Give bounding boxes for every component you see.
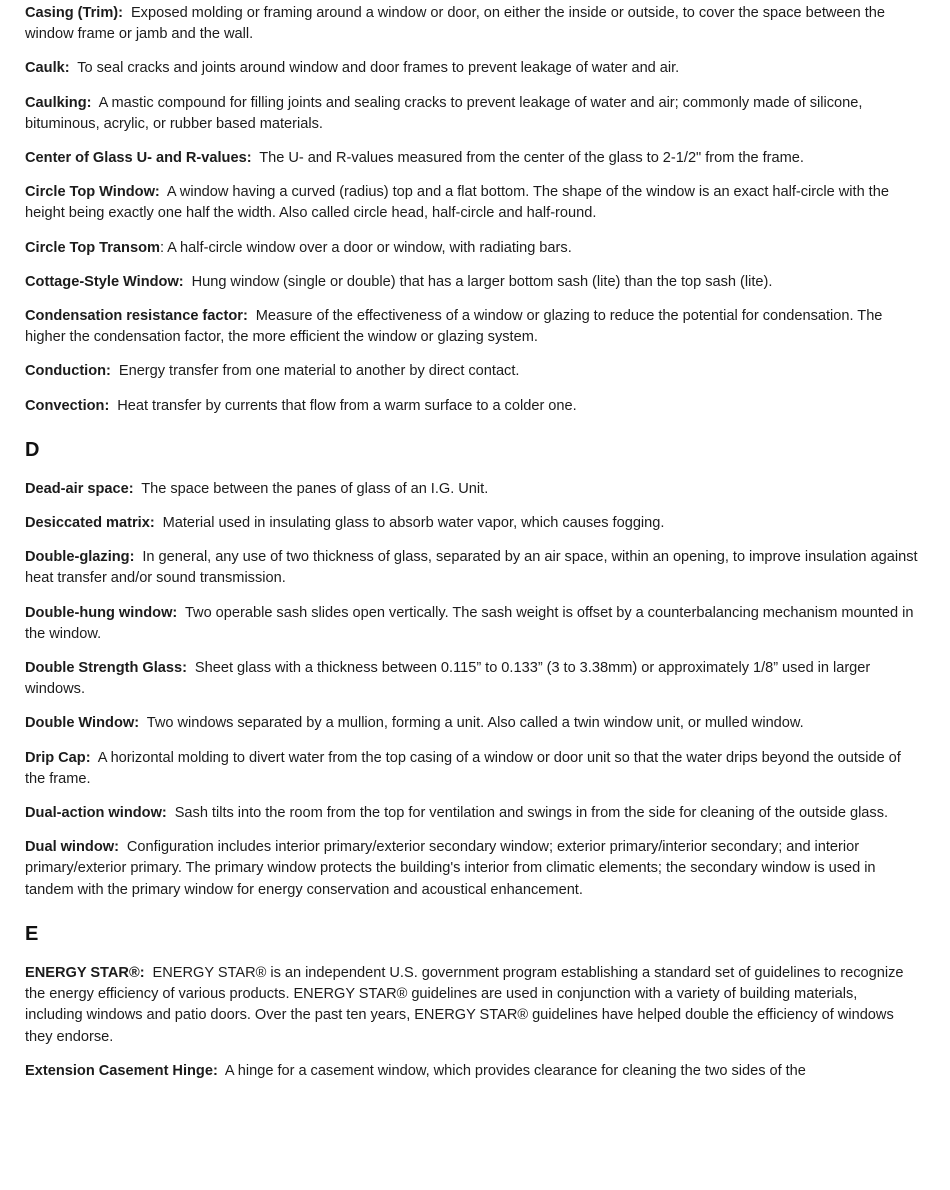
glossary-term: Drip Cap: [25,749,91,766]
glossary-entry [25,603,918,645]
glossary-entry [25,3,918,45]
glossary-term: Double Window: [25,715,140,732]
glossary-definition: : A half-circle window over a door or window, with radiating bars. [159,239,572,256]
glossary-definition: Two operable sash slides open vertically. The sash weight is offset by a counterbalancing mechanism mounted in the window. [25,604,914,642]
glossary-entry [25,182,918,224]
glossary-term: Double-glazing: [25,549,135,566]
term-separator [167,805,175,821]
glossary-entry [25,272,918,293]
glossary-entry [25,513,918,534]
glossary-term: Double-hung window: [25,604,178,621]
glossary-term: Caulk: [25,60,70,77]
letter-heading-d: D [25,438,40,461]
term-separator [177,605,185,621]
glossary-term: Condensation resistance factor: [25,308,248,325]
glossary-definition: The U- and R-values measured from the center of the glass to 2-1/2" from the frame. [259,150,804,167]
glossary-definition: A mastic compound for filling joints and sealing cracks to prevent leakage of water and air; commonly made of silicone, bituminous, acrylic, or rubber based materials. [25,94,863,132]
term-separator [111,363,119,379]
term-separator [187,660,195,676]
glossary-definition: Heat transfer by currents that flow from a warm surface to a colder one. [117,397,577,414]
glossary-definition: In general, any use of two thickness of glass, separated by an air space, within an opening, to improve insulation against heat transfer and/or sound transmission. [25,549,918,587]
glossary-term: Circle Top Window: [25,184,160,201]
term-separator [160,184,167,200]
glossary-term: Convection: [25,397,110,414]
glossary-definition: To seal cracks and joints around window and door frames to prevent leakage of water and air. [77,60,680,77]
term-separator [184,274,192,290]
glossary-definition: Configuration includes interior primary/exterior secondary window; exterior primary/interior secondary; and interior primary/exterior primary. The primary window protects the building's interior from climatic elements; the secondary window is used in tandem with the primary window for energy conservation and acoustical enhancement. [25,839,876,898]
glossary-term: Extension Casement Hinge: [25,1062,218,1079]
glossary-entry [25,148,918,169]
term-separator [123,5,131,21]
glossary-entry [25,361,918,382]
glossary-definition: Measure of the effectiveness of a window or glazing to reduce the potential for condensation. The higher the condensation factor, the more efficient the window or glazing system. [25,308,883,346]
term-separator [145,965,153,981]
glossary-term: Dead-air space: [25,480,134,497]
letter-heading-e: E [25,922,39,945]
glossary-definition: Energy transfer from one material to another by direct contact. [118,363,520,380]
glossary-term: Cottage-Style Window: [25,273,184,290]
glossary-term: Caulking: [25,94,92,111]
glossary-entry [25,658,918,700]
glossary-definition: A horizontal molding to divert water from the top casing of a window or door unit so that the water drips beyond the outside of the frame. [25,749,901,787]
term-separator [91,750,98,766]
term-separator [155,515,163,531]
glossary-term: Casing (Trim): [25,5,124,21]
glossary-content [25,3,918,1095]
glossary-entry [25,547,918,589]
glossary-definition: Sheet glass with a thickness between 0.115” to 0.133” (3 to 3.38mm) or approximately 1/8” used in larger windows. [25,660,871,698]
glossary-entry [25,963,918,1048]
glossary-entry [25,479,918,500]
glossary-entry [25,1061,918,1082]
glossary-entry [25,93,918,135]
glossary-term: Conduction: [25,363,111,380]
term-separator [91,95,98,111]
glossary-term: ENERGY STAR®: [25,964,145,981]
glossary-entry [25,837,918,901]
glossary-term: Dual window: [25,839,119,856]
glossary-entry [25,306,918,348]
term-separator [248,308,256,324]
glossary-definition: A hinge for a casement window, which provides clearance for cleaning the two sides of the [224,1062,806,1079]
glossary-term: Dual-action window: [25,805,167,822]
glossary-term: Double Strength Glass: [25,660,187,677]
glossary-term: Circle Top Transom [25,239,160,256]
glossary-definition: Sash tilts into the room from the top for ventilation and swings in from the side for cleaning of the outside glass. [174,805,889,822]
glossary-definition: A window having a curved (radius) top and a flat bottom. The shape of the window is an exact half-circle with the height being exactly one half the width. Also called circle head, half-circle and half-round. [25,184,889,222]
glossary-term: Desiccated matrix: [25,515,155,532]
glossary-definition: Exposed molding or framing around a window or door, on either the inside or outside, to cover the space between the window frame or jamb and the wall. [25,5,886,43]
term-separator [119,839,127,855]
glossary-entry [25,748,918,790]
glossary-definition: Two windows separated by a mullion, forming a unit. Also called a twin window unit, or mulled window. [146,715,804,732]
glossary-definition: ENERGY STAR® is an independent U.S. government program establishing a standard set of guidelines to recognize the energy efficiency of various products. ENERGY STAR® guidelines are used in conjunction with a variety of building materials, including windows and patio doors. Over the past ten years, ENERGY STAR® guidelines have helped double the efficiency of windows they endorse. [25,964,904,1045]
glossary-entry [25,713,918,734]
glossary-definition: Hung window (single or double) that has a larger bottom sash (lite) than the top sash (lite). [191,273,773,290]
glossary-entry [25,396,918,417]
glossary-definition: Material used in insulating glass to absorb water vapor, which causes fogging. [162,515,665,532]
term-separator [139,715,147,731]
term-separator [218,1063,225,1079]
glossary-entry [25,238,918,259]
glossary-definition: The space between the panes of glass of an I.G. Unit. [141,480,489,497]
glossary-entry [25,803,918,824]
glossary-term: Center of Glass U- and R-values: [25,150,252,167]
glossary-entry [25,58,918,79]
